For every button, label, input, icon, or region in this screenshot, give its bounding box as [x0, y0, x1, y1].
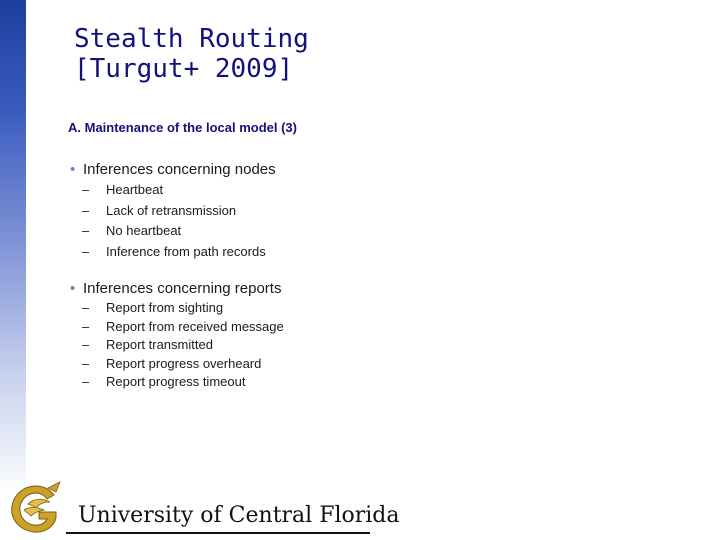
reports-bullet — [70, 279, 284, 298]
dash-icon: – — [82, 318, 90, 334]
dash-icon: – — [82, 337, 90, 352]
reports-section — [70, 279, 284, 392]
sub-list-item — [70, 201, 276, 222]
dash-icon: – — [82, 300, 90, 315]
bullet-dot-icon: • — [70, 161, 76, 178]
reports-sub-list — [70, 299, 284, 392]
sub-item-text: Inference from path records — [106, 243, 266, 259]
sub-item-text: Heartbeat — [106, 182, 164, 197]
sub-list-item — [70, 299, 284, 318]
footer-divider — [66, 532, 370, 534]
nodes-section — [70, 160, 276, 262]
nodes-heading: Inferences concerning nodes — [83, 161, 276, 178]
sub-item-text: Report progress overheard — [106, 355, 262, 371]
side-gradient-bar — [0, 0, 26, 540]
sub-list-item — [70, 373, 284, 392]
sub-list-item — [70, 180, 276, 201]
pegasus-logo-icon — [4, 480, 68, 538]
sub-list-item — [70, 242, 276, 263]
dash-icon: – — [82, 243, 90, 259]
dash-icon: – — [82, 223, 90, 238]
sub-list-item — [70, 318, 284, 337]
footer-institution-name: University of Central Florida — [78, 503, 400, 528]
nodes-bullet — [70, 160, 276, 179]
sub-item-text: Report from sighting — [106, 300, 224, 315]
bullet-dot-icon: • — [70, 280, 76, 297]
sub-item-text: No heartbeat — [106, 223, 182, 238]
nodes-sub-list — [70, 180, 276, 262]
sub-list-item — [70, 355, 284, 374]
reports-heading: Inferences concerning reports — [83, 280, 282, 297]
sub-item-text: Lack of retransmission — [106, 202, 237, 218]
dash-icon: – — [82, 182, 90, 197]
sub-list-item — [70, 336, 284, 355]
sub-item-text: Report transmitted — [106, 337, 213, 352]
dash-icon: – — [82, 355, 90, 371]
slide-title-line-2: [Turgut+ 2009] — [74, 54, 294, 84]
dash-icon: – — [82, 202, 90, 218]
sub-item-text: Report progress timeout — [106, 374, 246, 389]
slide-title-line-1: Stealth Routing — [74, 24, 309, 54]
section-subheading: A. Maintenance of the local model (3) — [68, 120, 297, 135]
dash-icon: – — [82, 374, 90, 389]
sub-item-text: Report from received message — [106, 318, 284, 334]
sub-list-item — [70, 221, 276, 242]
slide-title — [74, 24, 309, 84]
